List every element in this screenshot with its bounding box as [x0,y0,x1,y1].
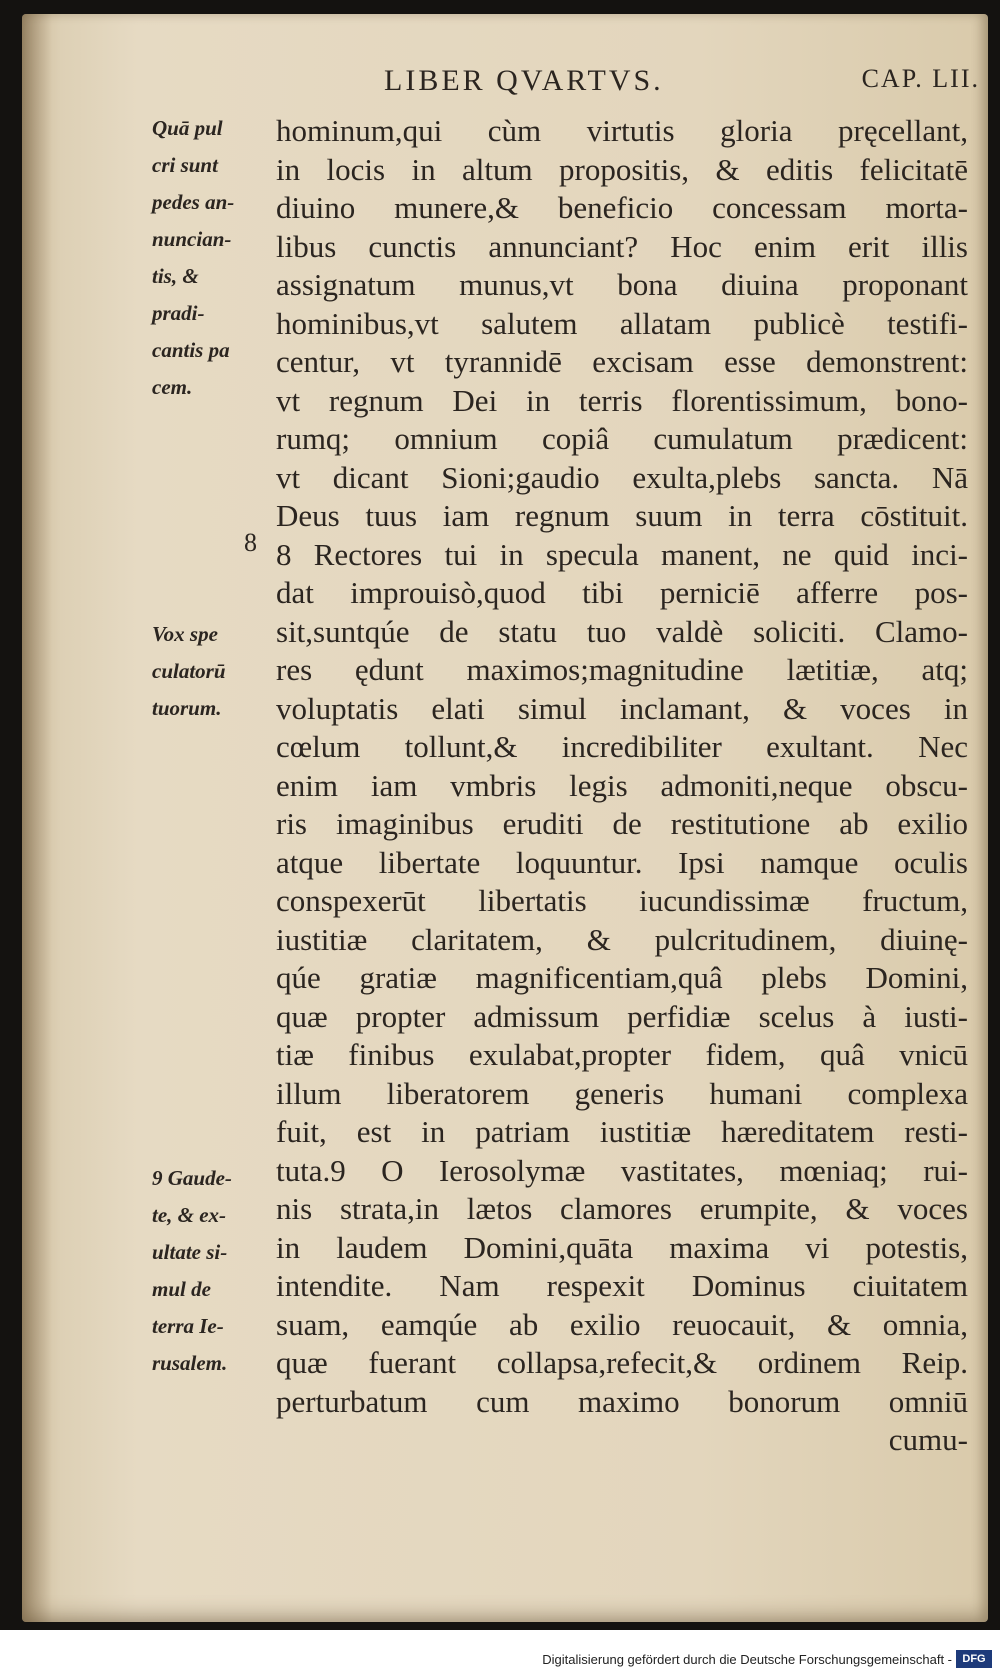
text-line: vt regnum Dei in terris florentissimum, bono- [276,382,968,418]
text-line: hominum,qui cùm virtutis gloria pręcellant, [276,113,968,148]
marginal-note: 9 Gaude- te, & ex- ultate si- mul de terra Ie- rusalem. [152,1166,232,1375]
text-line: voluptatis elati simul inclamant, & voces in [276,690,968,726]
text-line: cumu- [888,1422,968,1457]
dfg-logo: DFG [956,1650,992,1668]
page-gutter-shadow [22,14,52,1622]
running-title: LIBER QVARTVS. [384,64,664,97]
text-line: illum liberatorem generis humani complexa [276,1075,968,1111]
text-line: assignatum munus,vt bona diuina proponant [276,267,968,302]
text-line: 8 Rectores tui in specula manent, ne quid inci- [276,536,968,572]
text-line: perturbatum cum maximo bonorum omniū [276,1383,968,1419]
text-line: ris imaginibus eruditi de restitutione ab exilio [276,806,968,841]
text-line: libus cunctis annunciant? Hoc enim erit illis [276,228,968,264]
text-line: conspexerūt libertatis iucundissimæ fructum, [276,883,968,918]
text-line: quæ fuerant collapsa,refecit,& ordinem Reip. [276,1345,968,1380]
text-line: enim iam vmbris legis admoniti,neque obscu- [276,767,968,803]
text-line: hominibus,vt salutem allatam publicè testifi- [276,305,968,341]
marginal-note: Quā pul cri sunt pedes an- nuncian- tis, & pradi- cantis pa cem. [152,116,235,399]
text-line: intendite. Nam respexit Dominus ciuitatem [276,1268,968,1303]
chapter-number: CAP. LII. [861,64,980,93]
running-head [280,64,980,104]
text-line: quæ propter admissum perfidiæ scelus à iusti- [276,998,968,1034]
text-line: res ędunt maximos;magnitudine lætitiæ, atq; [276,652,968,687]
body-text [276,112,968,1460]
text-line: qúe gratiæ magnificentiam,quâ plebs Domini, [276,960,968,995]
text-line: tuta.9 O Ierosolymæ vastitates, mœniaq; rui- [276,1152,968,1188]
text-line: suam, eamqúe ab exilio reuocauit, & omnia, [276,1306,968,1342]
text-line: tiæ finibus exulabat,propter fidem, quâ vnicū [276,1037,968,1072]
marginal-note: Vox spe culatorū tuorum. [152,622,226,720]
text-line: diuino munere,& beneficio concessam morta- [276,190,968,225]
text-line: sit,suntqúe de statu tuo valdè soliciti. Clamo- [276,613,968,649]
text-line: iustitiæ claritatem, & pulcritudinem, diuinę- [276,921,968,957]
text-line: Deus tuus iam regnum suum in terra cōstituit. [276,498,968,533]
funding-credit: Digitalisierung gefördert durch die Deutsche Forschungsgemeinschaft - [542,1652,952,1667]
footer [0,1630,1000,1676]
text-line: dat improuisò,quod tibi perniciē afferre pos- [276,575,968,610]
text-line: centur, vt tyrannidē excisam esse demonstrent: [276,344,968,379]
text-line: vt dicant Sioni;gaudio exulta,plebs sancta. Nā [276,459,968,495]
verse-number: 8 [244,528,257,557]
text-line: nis strata,in lætos clamores erumpite, & voces [276,1191,968,1226]
text-line: rumq; omnium copiâ cumulatum prædicent: [276,421,968,456]
text-line: in locis in altum propositis, & editis felicitatē [276,151,968,187]
text-line: in laudem Domini,quāta maxima vi potestis, [276,1229,968,1265]
text-line: cœlum tollunt,& incredibiliter exultant. Nec [276,729,968,764]
text-line: atque libertate loquuntur. Ipsi namque oculis [276,844,968,880]
text-line: fuit, est in patriam iustitiæ hæreditatem resti- [276,1114,968,1149]
